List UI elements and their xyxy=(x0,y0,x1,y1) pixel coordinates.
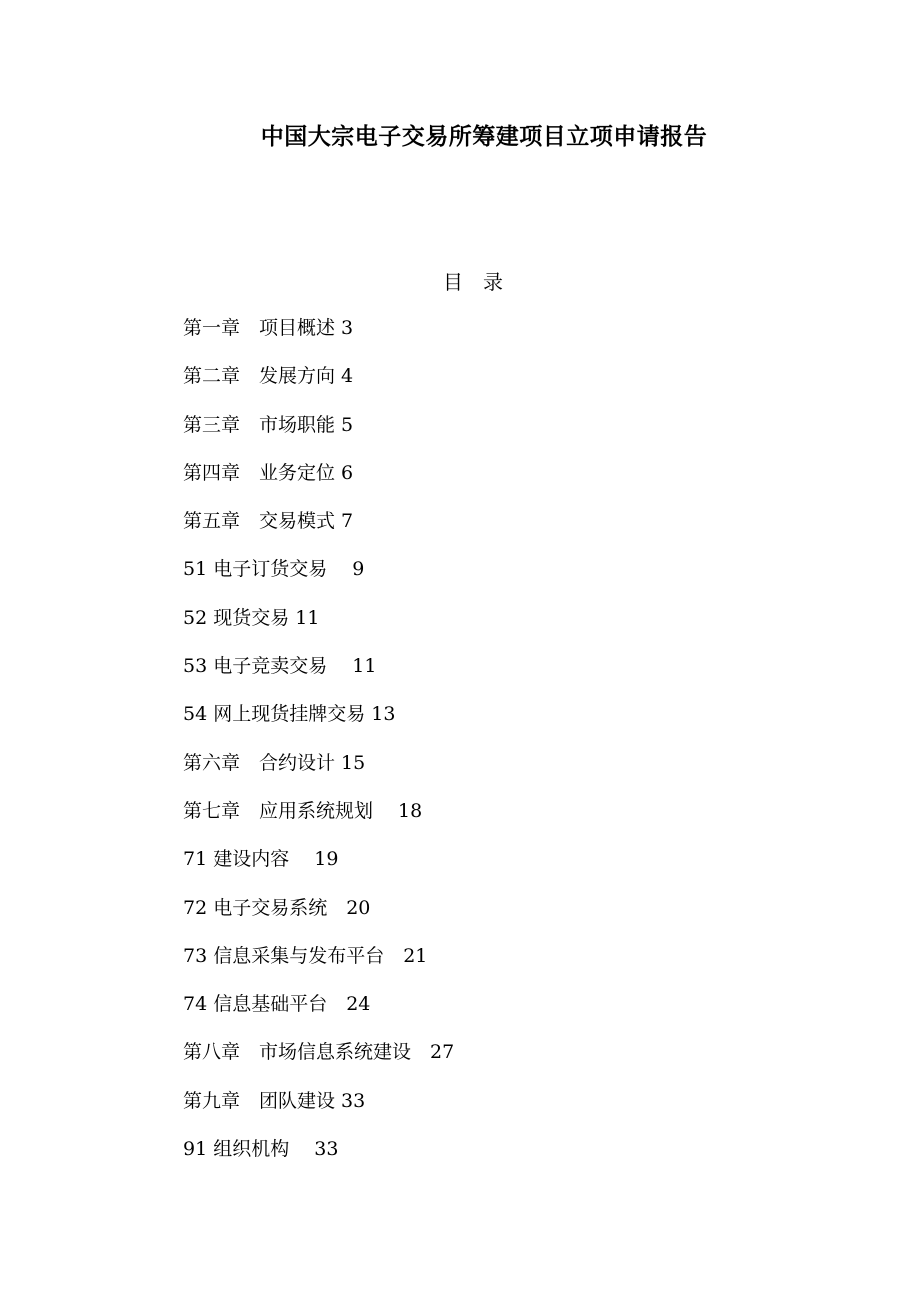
toc-entry: 51 电子订货交易 9 xyxy=(183,558,365,581)
toc-entry: 第六章 合约设计 15 xyxy=(183,751,366,774)
toc-entry: 71 建设内容 19 xyxy=(183,848,339,871)
toc-entry: 第三章 市场职能 5 xyxy=(183,413,354,436)
toc-entry: 第四章 业务定位 6 xyxy=(183,461,354,484)
toc-entry: 54 网上现货挂牌交易 13 xyxy=(183,703,396,726)
table-of-contents xyxy=(183,308,454,1177)
toc-entry: 第八章 市场信息系统建设 27 xyxy=(183,1041,455,1064)
toc-entry: 53 电子竞卖交易 11 xyxy=(183,655,377,678)
toc-entry: 73 信息采集与发布平台 21 xyxy=(183,944,428,967)
toc-entry: 第七章 应用系统规划 18 xyxy=(183,799,423,822)
toc-entry: 74 信息基础平台 24 xyxy=(183,993,371,1016)
toc-entry: 第一章 项目概述 3 xyxy=(183,317,354,339)
toc-entry: 第二章 发展方向 4 xyxy=(183,365,354,388)
document-title: 中国大宗电子交易所筹建项目立项申请报告 xyxy=(260,123,708,150)
toc-entry: 72 电子交易系统 20 xyxy=(183,896,371,919)
toc-entry: 第五章 交易模式 7 xyxy=(183,510,354,533)
toc-entry: 52 现货交易 11 xyxy=(183,606,320,629)
toc-entry: 91 组织机构 33 xyxy=(183,1138,339,1161)
toc-heading: 目 录 xyxy=(443,270,503,294)
toc-entry: 第九章 团队建设 33 xyxy=(183,1089,366,1112)
